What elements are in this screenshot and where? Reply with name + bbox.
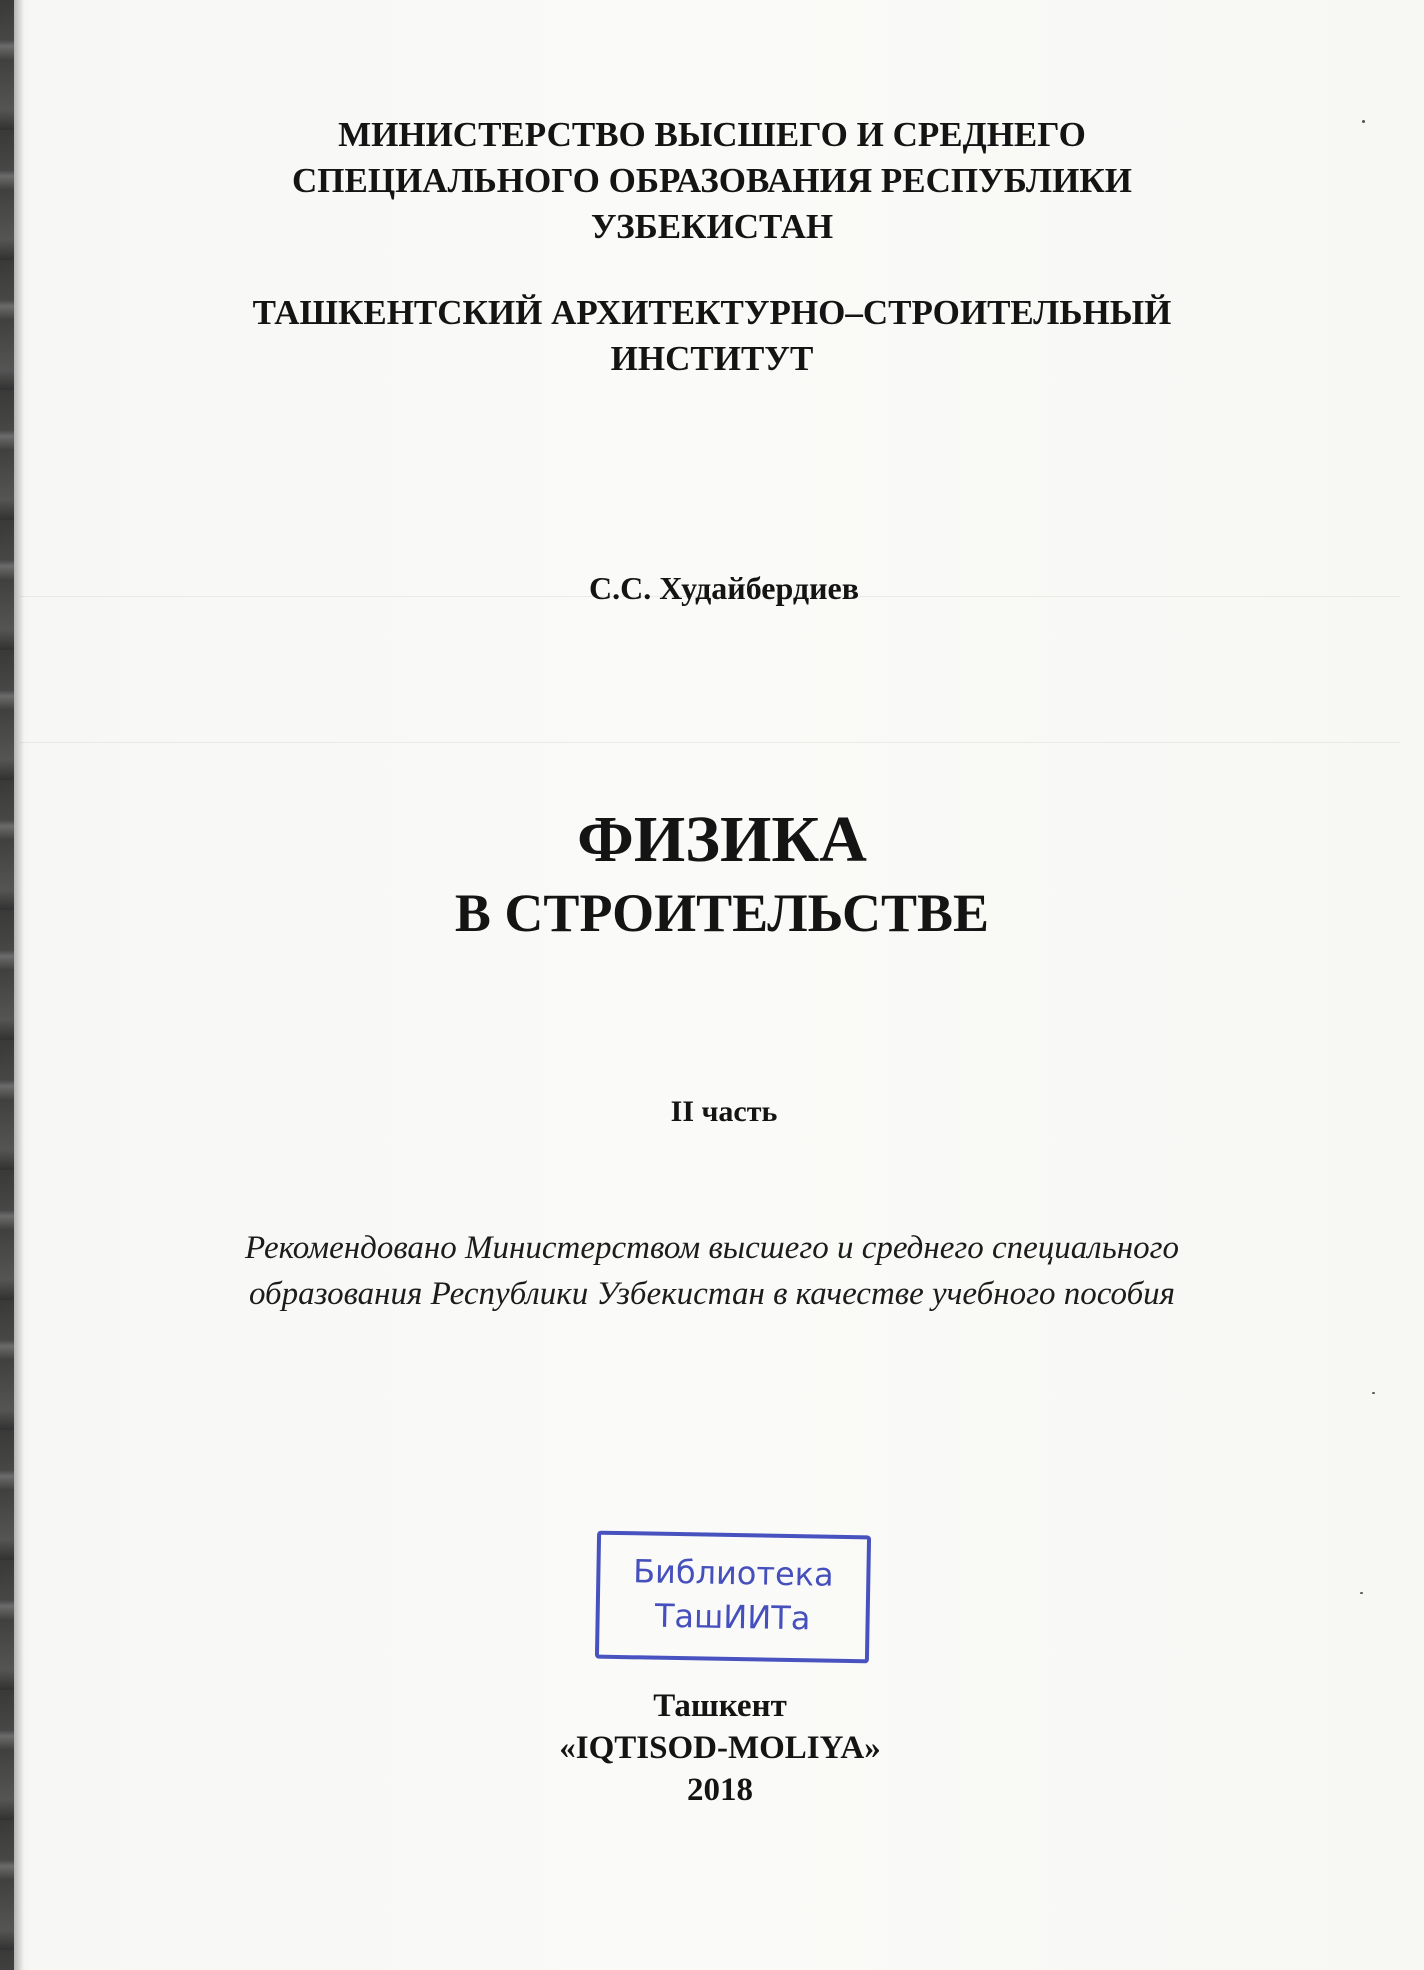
institute-heading (0, 290, 1424, 382)
ministry-heading (0, 112, 1424, 250)
library-stamp (595, 1531, 871, 1664)
author-name: С.С. Худайбердиев (589, 570, 859, 606)
recommendation-line: образования Республики Узбекистан в качестве учебного пособия (248, 1276, 1176, 1312)
imprint-city: Ташкент (653, 1688, 787, 1724)
imprint (8, 1685, 1424, 1811)
imprint-publisher: «IQTISOD-MOLIYA» (559, 1730, 881, 1766)
recommendation-line: Рекомендовано Министерством высшего и среднего специального (245, 1230, 1179, 1266)
scan-speck (1362, 120, 1365, 123)
ministry-line: МИНИСТЕРСТВО ВЫСШЕГО И СРЕДНЕГО (338, 115, 1086, 154)
scan-speck (1372, 1392, 1375, 1394)
scan-speck (1360, 1592, 1363, 1594)
ministry-line: УЗБЕКИСТАН (590, 207, 834, 246)
stamp-line: Библиотека (632, 1552, 835, 1594)
recommendation-note (0, 1225, 1424, 1317)
book-title: ФИЗИКА (577, 803, 867, 876)
institute-line: ТАШКЕНТСКИЙ АРХИТЕКТУРНО–СТРОИТЕЛЬНЫЙ (252, 293, 1172, 332)
book-subtitle: В СТРОИТЕЛЬСТВЕ (454, 883, 990, 943)
stamp-line: ТашИИТа (654, 1596, 811, 1638)
paper-crease (20, 742, 1400, 743)
part-number: II часть (670, 1095, 778, 1128)
ministry-line: СПЕЦИАЛЬНОГО ОБРАЗОВАНИЯ РЕСПУБЛИКИ (292, 161, 1132, 200)
institute-line: ИНСТИТУТ (610, 339, 814, 378)
imprint-year: 2018 (687, 1772, 753, 1808)
